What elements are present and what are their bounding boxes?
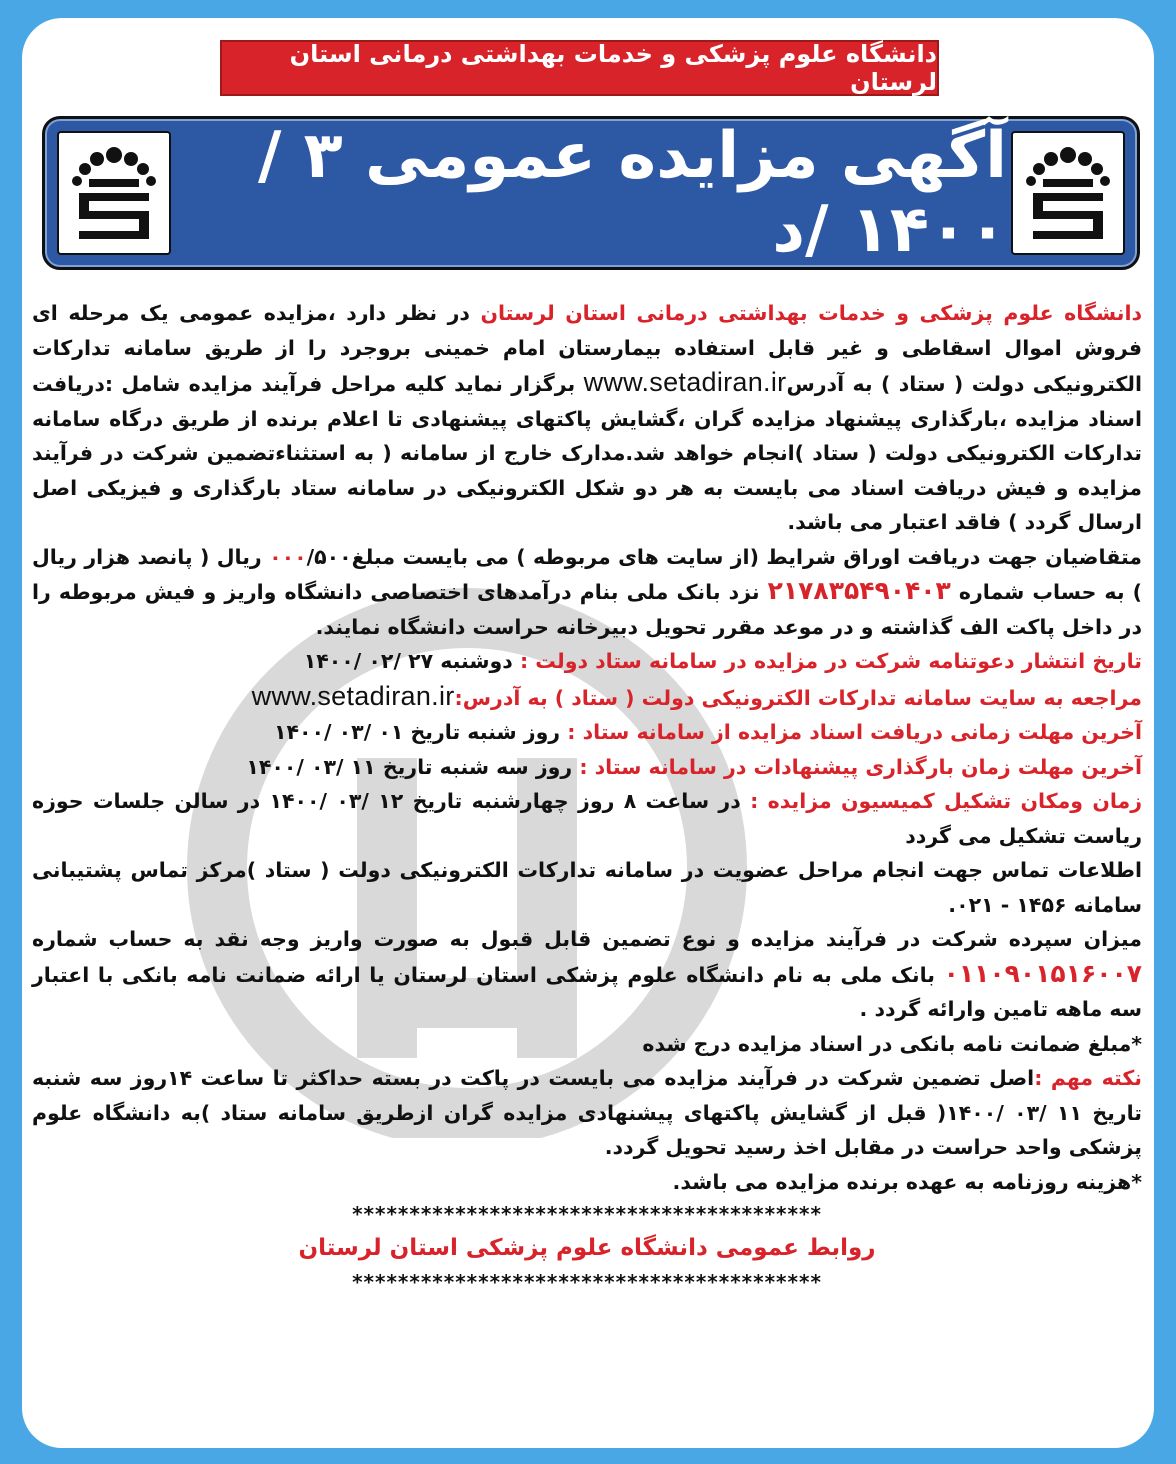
important-label: نکته مهم : — [1034, 1066, 1142, 1090]
date-label: تاریخ انتشار دعوتنامه شرکت در مزایده در سامانه ستاد دولت : — [512, 649, 1142, 673]
guarantee-note: *مبلغ ضمانت نامه بانکی در اسناد مزایده درج شده — [642, 1031, 1142, 1056]
fee-text1: متقاضیان جهت دریافت اوراق شرایط (از سایت های مربوطه ) می بایست مبلغ — [351, 544, 1143, 569]
fee-amount: ۰۰۰ — [269, 544, 307, 569]
title-box — [42, 116, 1140, 270]
intro-paragraph — [32, 296, 1142, 540]
fee-text3: نزد بانک ملی بنام درآمدهای اختصاصی دانشگاه واریز و فیش مربوطه را در داخل پاکت الف گذاشته و در موعد مقرر تحویل دبیرخانه حراست دانشگاه نمایند. — [32, 580, 1142, 639]
contact-text: اطلاعات تماس جهت انجام مراحل عضویت در سامانه تدارکات الکترونیکی دولت ( ستاد )مرکز تماس پشتیبانی سامانه — [32, 858, 1142, 917]
date-row — [32, 679, 1142, 716]
date-value: دوشنبه ۲۷ /۰۲ /۱۴۰۰ — [303, 649, 513, 673]
date-value: روز سه شنبه تاریخ ۱۱ /۰۳ /۱۴۰۰ — [246, 754, 573, 779]
university-logo-icon — [1011, 131, 1125, 255]
star-divider: ***************************************** — [352, 1202, 822, 1226]
date-row — [32, 644, 1142, 679]
fee-text2: /۵۰۰ ریال ( پانصد هزار ریال ) به حساب شماره — [32, 544, 1142, 604]
notice-frame — [22, 18, 1154, 1448]
date-value: روز شنبه تاریخ ۰۱ /۰۳ /۱۴۰۰ — [273, 720, 561, 744]
university-logo-icon — [57, 131, 171, 255]
deposit-text1: میزان سپرده شرکت در فرآیند مزایده و نوع تضمین قابل قبول به صورت واریز وجه نقد به حساب شماره — [32, 927, 1142, 951]
date-value: در ساعت ۸ روز چهارشنبه تاریخ ۱۲ /۰۳ /۱۴۰۰ در سالن جلسات حوزه ریاست تشکیل می گردد — [32, 789, 1142, 848]
notice-body — [32, 296, 1142, 1297]
fee-account-number: ۲۱۷۸۳۵۴۹۰۴۰۳ — [767, 576, 951, 605]
date-label: مراجعه به سایت سامانه تدارکات الکترونیکی دولت ( ستاد ) به آدرس: — [454, 685, 1142, 710]
deposit-account-number: ۰۱۱۰۹۰۱۵۱۶۰۰۷ — [943, 958, 1142, 988]
date-row — [32, 784, 1142, 853]
setad-url: www.setadiran.ir — [251, 680, 455, 711]
date-label: آخرین مهلت زمان بارگذاری پیشنهادات در سامانه ستاد : — [572, 754, 1142, 779]
fee-paragraph — [32, 540, 1142, 645]
deposit-paragraph — [32, 922, 1142, 1027]
date-label: آخرین مهلت زمانی دریافت اسناد مزایده از سامانه ستاد : — [560, 720, 1142, 744]
deposit-text2: بانک ملی به نام دانشگاه علوم پزشکی استان لرستان یا ارائه ضمانت نامه بانکی با اعتبار سه ماهه تامین وارائه گردد . — [32, 962, 1142, 1021]
contact-paragraph — [32, 853, 1142, 922]
important-text: اصل تضمین شرکت در فرآیند مزایده می بایست در پاکت در بسته حداکثر تا ساعت ۱۴روز سه شنبه تاریخ ۱۱ /۰۳ /۱۴۰۰( قبل از گشایش پاکتهای پیشنهادی مزایده گران ازطریق سامانه ستاد )به دانشگاه علوم پزشکی واحد حراست در مقابل اخذ رسید تحویل گردد. — [32, 1066, 1142, 1159]
intro-text1: در نظر دارد ،مزایده عمومی یک مرحله ای فروش اموال اسقاطی و غیر قابل استفاده بیمارستان امام خمینی بروجرد را از طریق سامانه تدارکات الکترونیکی دولت ( ستاد ) به آدرس — [32, 301, 1142, 396]
footer-public-relations: روابط عمومی دانشگاه علوم پزشکی استان لرستان — [298, 1235, 876, 1261]
notice-title: آگهی مزایده عمومی ۳ / ۱۴۰۰ /د — [258, 119, 1007, 267]
date-row — [32, 715, 1142, 750]
date-label: زمان ومکان تشکیل کمیسیون مزایده : — [740, 789, 1143, 813]
cost-note: *هزینه روزنامه به عهده برنده مزایده می باشد. — [672, 1169, 1142, 1194]
star-divider: ***************************************** — [352, 1270, 822, 1294]
important-paragraph — [32, 1061, 1142, 1165]
intro-text2: برگزار نماید کلیه مراحل فرآیند مزایده شامل :دریافت اسناد مزایده ،بارگذاری پیشنهاد مزایده گران ،گشایش پاکتهای پیشنهادی تا اعلام برنده از طریق درگاه سامانه تدارکات الکترونیکی دولت ( ستاد )انجام خواهد شد.مدارک خارج از سامانه ( به استثناءتضمین شرکت در فرآیند مزایده و فیش دریافت اسناد می بایست به هر دو شکل الکترونیکی در سامانه ستاد بارگذاری و فیزیکی اصل ارسال گردد ) فاقد اعتبار می باشد. — [32, 372, 1142, 534]
intro-org: دانشگاه علوم پزشکی و خدمات بهداشتی درمانی استان لرستان — [480, 301, 1142, 325]
setad-url: www.setadiran.ir — [583, 367, 787, 397]
contact-phone: ۱۴۵۶ - ۰۲۱. — [948, 892, 1067, 917]
university-banner: دانشگاه علوم پزشکی و خدمات بهداشتی درمانی استان لرستان — [220, 40, 939, 96]
date-row — [32, 750, 1142, 785]
